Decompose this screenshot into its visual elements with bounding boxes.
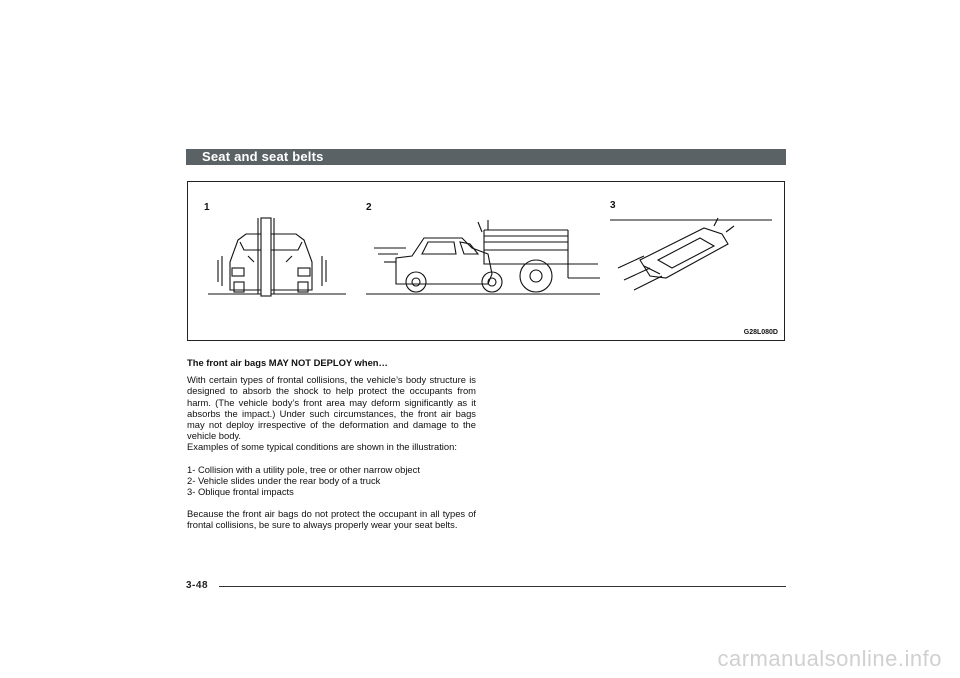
paragraph-2: Examples of some typical conditions are shown in the illustration: — [187, 441, 457, 453]
section-header-bar — [186, 149, 786, 165]
watermark: carmanualsonline.info — [717, 646, 942, 671]
scene-oblique-impact — [610, 218, 772, 290]
footer-rule — [219, 586, 786, 587]
illustration-figure — [187, 181, 785, 341]
figure-code: G28L080D — [743, 329, 778, 336]
list-item: 3- Oblique frontal impacts — [187, 486, 294, 498]
collision-illustration — [188, 182, 786, 342]
figure-label-2: 2 — [366, 202, 372, 213]
paragraph-3: Because the front air bags do not protect the occupant in all types of frontal collisions, be sure to always properly wear your seat belts. — [187, 508, 476, 531]
page-number: 3-48 — [186, 580, 209, 591]
section-title: Seat and seat belts — [202, 149, 324, 164]
list-item: 2- Vehicle slides under the rear body of a truck — [187, 474, 381, 486]
scene-truck-underride — [366, 220, 600, 294]
figure-label-3: 3 — [610, 200, 616, 211]
scene-pole-collision — [208, 218, 346, 296]
paragraph-1: With certain types of frontal collisions, the vehicle’s body structure is designed to absorb the shock to help protect the occupants from harm. (The vehicle body’s front area may deform significantly as it absorbs the impact.) Under such circumstances, the front air bags may not deploy irrespective of the deformation and damage to the vehicle body. — [187, 374, 476, 442]
body-text — [187, 357, 476, 531]
figure-label-1: 1 — [204, 202, 210, 213]
subheading: The front air bags MAY NOT DEPLOY when… — [187, 357, 388, 368]
list-item: 1- Collision with a utility pole, tree or other narrow object — [187, 463, 420, 475]
